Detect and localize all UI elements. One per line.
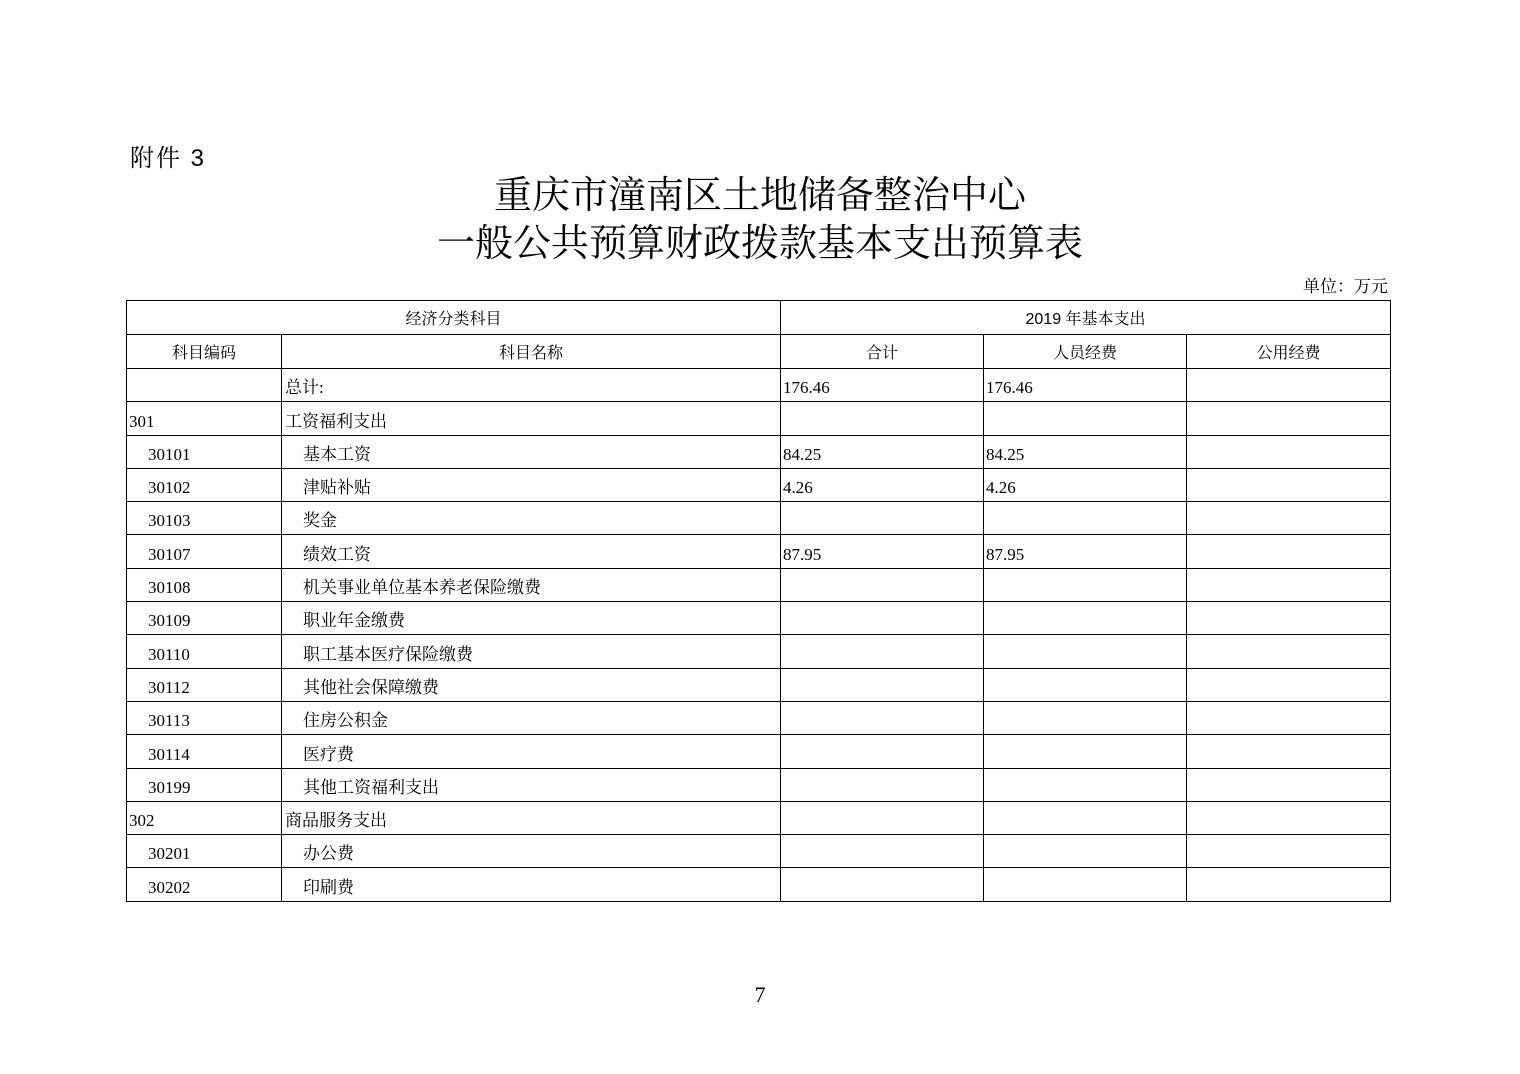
total-cell <box>781 602 984 635</box>
document-title-line-2: 一般公共预算财政拨款基本支出预算表 <box>436 221 1083 265</box>
subject-code-cell: 30199 <box>127 768 282 801</box>
public-cost-cell <box>1187 868 1391 901</box>
personnel-cost-cell: 4.26 <box>984 468 1187 501</box>
subject-name-cell: 绩效工资 <box>282 535 781 568</box>
subject-name-cell: 总计: <box>282 369 781 402</box>
table-row <box>127 768 1391 801</box>
subject-code-cell: 30102 <box>127 468 282 501</box>
total-cell: 84.25 <box>781 435 984 468</box>
subject-code-cell: 30103 <box>127 502 282 535</box>
public-cost-cell <box>1187 402 1391 435</box>
public-cost-cell <box>1187 435 1391 468</box>
personnel-cost-cell <box>984 835 1187 868</box>
column-header-name: 科目名称 <box>282 335 781 369</box>
subject-code-cell: 302 <box>127 801 282 834</box>
table-body <box>127 369 1391 902</box>
personnel-cost-cell <box>984 568 1187 601</box>
personnel-cost-cell: 84.25 <box>984 435 1187 468</box>
public-cost-cell <box>1187 468 1391 501</box>
subject-name-cell: 其他工资福利支出 <box>282 768 781 801</box>
public-cost-cell <box>1187 635 1391 668</box>
public-cost-cell <box>1187 701 1391 734</box>
public-cost-cell <box>1187 835 1391 868</box>
subject-name-cell: 住房公积金 <box>282 701 781 734</box>
column-header-personnel: 人员经费 <box>984 335 1187 369</box>
table-row <box>127 801 1391 834</box>
subject-code-cell: 30114 <box>127 735 282 768</box>
table-row <box>127 568 1391 601</box>
total-cell <box>781 835 984 868</box>
personnel-cost-cell <box>984 635 1187 668</box>
subject-name-cell: 基本工资 <box>282 435 781 468</box>
table-row <box>127 668 1391 701</box>
subject-code-cell: 301 <box>127 402 282 435</box>
total-cell <box>781 868 984 901</box>
total-cell <box>781 568 984 601</box>
subject-code-cell: 30109 <box>127 602 282 635</box>
group-header-row <box>127 301 1391 335</box>
total-cell: 176.46 <box>781 369 984 402</box>
total-cell <box>781 735 984 768</box>
document-title-line-1: 重庆市潼南区土地储备整治中心 <box>493 173 1026 217</box>
basic-expenditure-header: 2019 年基本支出 <box>781 301 1391 335</box>
column-header-total: 合计 <box>781 335 984 369</box>
table-row <box>127 468 1391 501</box>
public-cost-cell <box>1187 735 1391 768</box>
budget-table <box>126 300 1391 902</box>
subject-code-cell: 30202 <box>127 868 282 901</box>
subject-code-cell: 30112 <box>127 668 282 701</box>
subject-code-cell: 30108 <box>127 568 282 601</box>
personnel-cost-cell <box>984 701 1187 734</box>
subject-code-cell: 30201 <box>127 835 282 868</box>
table-row <box>127 735 1391 768</box>
subject-name-cell: 医疗费 <box>282 735 781 768</box>
total-cell: 87.95 <box>781 535 984 568</box>
subject-name-cell: 职工基本医疗保险缴费 <box>282 635 781 668</box>
table-row <box>127 602 1391 635</box>
subject-code-cell: 30113 <box>127 701 282 734</box>
personnel-cost-cell <box>984 602 1187 635</box>
subject-name-cell: 职业年金缴费 <box>282 602 781 635</box>
personnel-cost-cell <box>984 668 1187 701</box>
total-cell <box>781 635 984 668</box>
attachment-label: 附件 3 <box>130 145 207 172</box>
subject-code-cell: 30110 <box>127 635 282 668</box>
subject-code-cell: 30107 <box>127 535 282 568</box>
subject-code-cell <box>127 369 282 402</box>
subject-name-cell: 津贴补贴 <box>282 468 781 501</box>
personnel-cost-cell <box>984 502 1187 535</box>
subject-name-cell: 其他社会保障缴费 <box>282 668 781 701</box>
total-cell <box>781 668 984 701</box>
total-cell: 4.26 <box>781 468 984 501</box>
subject-name-cell: 工资福利支出 <box>282 402 781 435</box>
total-cell <box>781 402 984 435</box>
public-cost-cell <box>1187 568 1391 601</box>
table-row <box>127 635 1391 668</box>
subject-code-cell: 30101 <box>127 435 282 468</box>
public-cost-cell <box>1187 369 1391 402</box>
total-cell <box>781 801 984 834</box>
subject-name-cell: 商品服务支出 <box>282 801 781 834</box>
table-row <box>127 868 1391 901</box>
table-row <box>127 835 1391 868</box>
personnel-cost-cell <box>984 735 1187 768</box>
public-cost-cell <box>1187 768 1391 801</box>
public-cost-cell <box>1187 602 1391 635</box>
table-row <box>127 369 1391 402</box>
economic-classification-header: 经济分类科目 <box>127 301 781 335</box>
personnel-cost-cell <box>984 768 1187 801</box>
unit-label: 单位：万元 <box>1303 277 1388 296</box>
total-cell <box>781 701 984 734</box>
personnel-cost-cell <box>984 801 1187 834</box>
table-row <box>127 402 1391 435</box>
personnel-cost-cell <box>984 868 1187 901</box>
table-row <box>127 701 1391 734</box>
personnel-cost-cell: 176.46 <box>984 369 1187 402</box>
table-row <box>127 535 1391 568</box>
subject-name-cell: 奖金 <box>282 502 781 535</box>
personnel-cost-cell: 87.95 <box>984 535 1187 568</box>
page-number: 7 <box>754 982 766 1007</box>
personnel-cost-cell <box>984 402 1187 435</box>
total-cell <box>781 502 984 535</box>
public-cost-cell <box>1187 535 1391 568</box>
public-cost-cell <box>1187 668 1391 701</box>
subject-name-cell: 机关事业单位基本养老保险缴费 <box>282 568 781 601</box>
subject-name-cell: 办公费 <box>282 835 781 868</box>
total-cell <box>781 768 984 801</box>
column-header-code: 科目编码 <box>127 335 282 369</box>
public-cost-cell <box>1187 801 1391 834</box>
table-row <box>127 435 1391 468</box>
column-header-row <box>127 335 1391 369</box>
column-header-public: 公用经费 <box>1187 335 1391 369</box>
table-row <box>127 502 1391 535</box>
subject-name-cell: 印刷费 <box>282 868 781 901</box>
public-cost-cell <box>1187 502 1391 535</box>
